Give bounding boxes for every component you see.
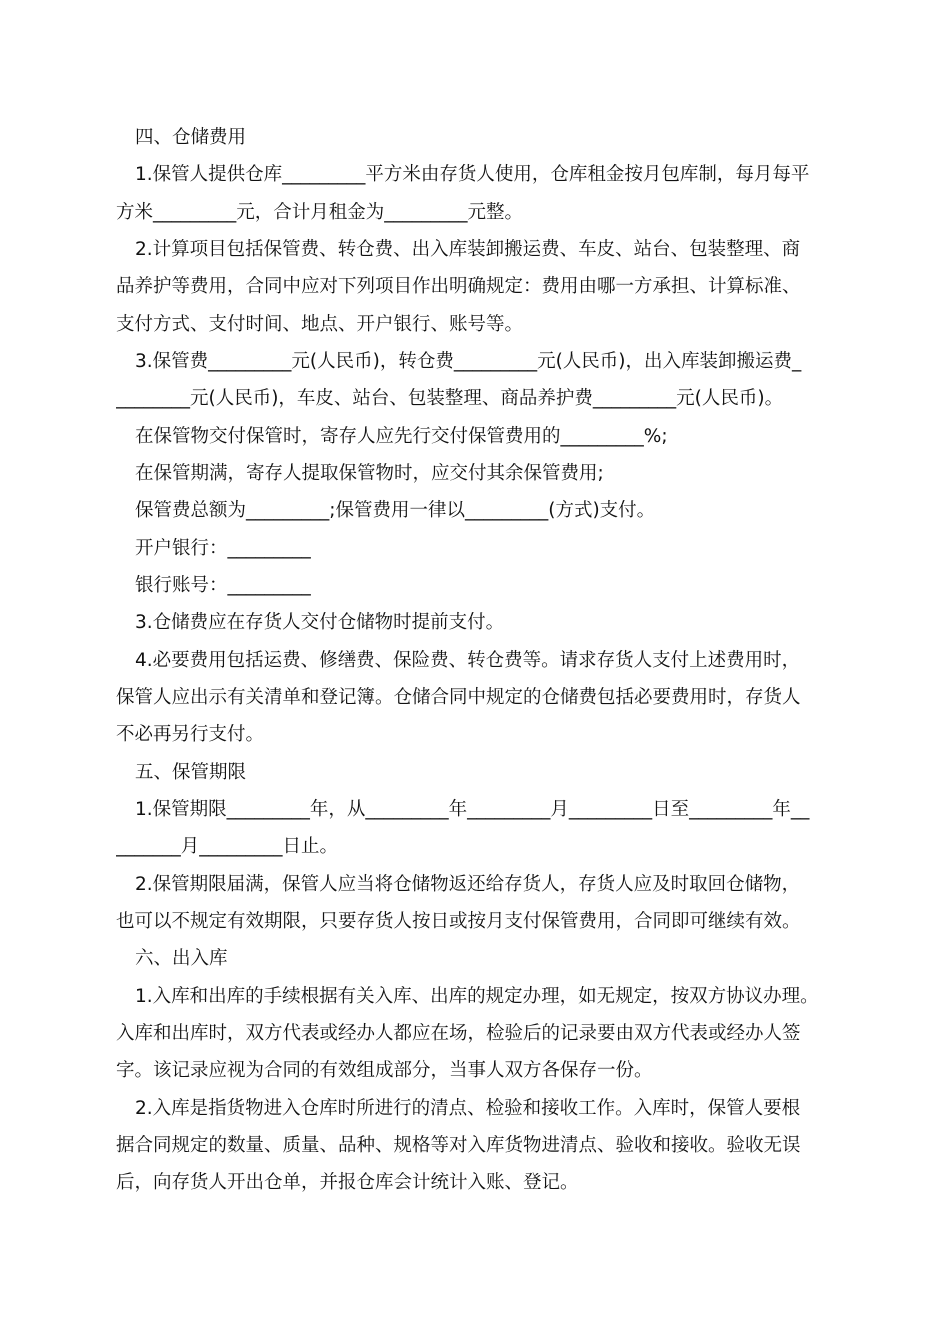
bank-name-line: 开户银行：_________ xyxy=(135,538,311,559)
paragraph-line: 3.保管费_________元(人民币)，转仓费_________元(人民币)，出入库装卸搬运费_ xyxy=(135,351,802,372)
paragraph-line: 入库和出库时，双方代表或经办人都应在场，检验后的记录要由双方代表或经办人签 xyxy=(116,1023,801,1044)
paragraph-line: 2.计算项目包括保管费、转仓费、出入库装卸搬运费、车皮、站台、包装整理、商 xyxy=(135,239,801,260)
paragraph-line: 保管费总额为_________;保管费用一律以_________(方式)支付。 xyxy=(135,500,656,521)
paragraph-line: 2.保管期限届满，保管人应当将仓储物返还给存货人，存货人应及时取回仓储物， xyxy=(135,874,801,895)
section-heading-storage-period: 五、保管期限 xyxy=(135,762,247,783)
paragraph-line: 后，向存货人开出仓单，并报仓库会计统计入账、登记。 xyxy=(116,1172,579,1193)
paragraph-line: 据合同规定的数量、质量、品种、规格等对入库货物进清点、验收和接收。验收无误 xyxy=(116,1135,801,1156)
bank-account-line: 银行账号：_________ xyxy=(135,575,311,596)
paragraph-line: 在保管物交付保管时，寄存人应先行交付保管费用的_________%; xyxy=(135,426,668,447)
paragraph-line: 1.保管人提供仓库_________平方米由存货人使用，仓库租金按月包库制，每月每平 xyxy=(135,164,810,185)
paragraph-line: 不必再另行支付。 xyxy=(116,724,265,745)
paragraph-line: 1.保管期限_________年，从_________年_________月_________日至_________年__ xyxy=(135,799,810,820)
paragraph-line: 字。该记录应视为合同的有效组成部分，当事人双方各保存一份。 xyxy=(116,1060,653,1081)
section-heading-warehousing: 六、出入库 xyxy=(135,948,228,969)
paragraph-line: 品养护等费用，合同中应对下列项目作出明确规定：费用由哪一方承担、计算标准、 xyxy=(116,276,801,297)
paragraph-line: 在保管期满，寄存人提取保管物时，应交付其余保管费用; xyxy=(135,463,604,484)
paragraph-line: 4.必要费用包括运费、修缮费、保险费、转仓费等。请求存货人支付上述费用时， xyxy=(135,650,801,671)
paragraph-line: ________元(人民币)，车皮、站台、包装整理、商品养护费_________元(人民币)。 xyxy=(116,388,784,409)
paragraph-line: 方米_________元，合计月租金为_________元整。 xyxy=(116,202,524,223)
paragraph-line: _______月_________日止。 xyxy=(116,836,339,857)
paragraph-line: 1.入库和出库的手续根据有关入库、出库的规定办理，如无规定，按双方协议办理。 xyxy=(135,986,819,1007)
paragraph-line: 3.仓储费应在存货人交付仓储物时提前支付。 xyxy=(135,612,505,633)
section-heading-storage-fees: 四、仓储费用 xyxy=(135,127,247,148)
paragraph-line: 2.入库是指货物进入仓库时所进行的清点、检验和接收工作。入库时，保管人要根 xyxy=(135,1098,801,1119)
paragraph-line: 也可以不规定有效期限，只要存货人按日或按月支付保管费用，合同即可继续有效。 xyxy=(116,911,801,932)
paragraph-line: 保管人应出示有关清单和登记簿。仓储合同中规定的仓储费包括必要费用时，存货人 xyxy=(116,687,801,708)
paragraph-line: 支付方式、支付时间、地点、开户银行、账号等。 xyxy=(116,314,524,335)
